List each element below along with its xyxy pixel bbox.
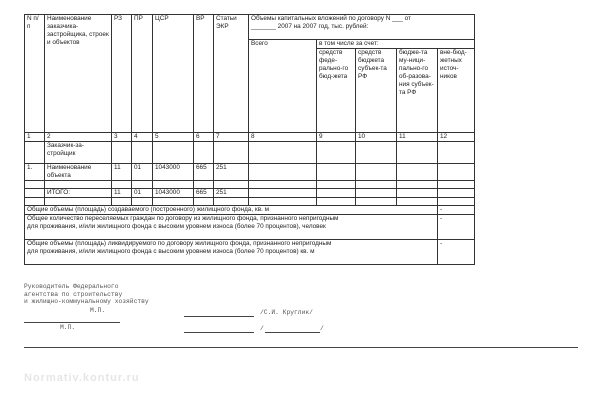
cell-name: Заказчик-за-стройщик xyxy=(45,142,112,164)
col-number: 8 xyxy=(249,133,317,142)
cell-vr xyxy=(194,142,214,164)
cell-n: 1. xyxy=(25,164,45,181)
stamp-label-1: М.П. xyxy=(90,307,106,314)
cell-csr xyxy=(153,142,194,164)
cell-vr xyxy=(194,181,214,189)
header-including: в том числе за счет: xyxy=(317,40,475,49)
col-number: 11 xyxy=(397,133,438,142)
header-regional: средств бюджета субъек-та РФ xyxy=(356,49,397,133)
summary-row xyxy=(25,206,475,215)
summary-value: - xyxy=(438,206,475,215)
cell-rz: 11 xyxy=(112,164,132,181)
cell-name xyxy=(45,181,112,189)
signature-line-2 xyxy=(184,332,254,333)
cell-name: ИТОГО: xyxy=(45,189,112,198)
signatory-name-2-close: / xyxy=(320,325,324,332)
table-row xyxy=(25,198,475,206)
cell-pr xyxy=(132,142,153,164)
summary-row xyxy=(25,240,475,265)
page-divider xyxy=(24,347,578,348)
cell-csr: 1043000 xyxy=(153,189,194,198)
name-line-2 xyxy=(265,332,320,333)
cell-rz xyxy=(112,198,132,206)
header-federal: средств феде-рально-го бюд-жета xyxy=(317,49,356,133)
investment-table xyxy=(24,14,475,265)
header-vr: ВР xyxy=(194,15,214,133)
summary-value: - xyxy=(438,240,475,265)
cell-ekr xyxy=(214,142,249,164)
cell-rz: 11 xyxy=(112,189,132,198)
signatory-line-2 xyxy=(24,322,120,323)
stamp-label-2: М.П. xyxy=(60,324,76,331)
table-row xyxy=(25,164,475,181)
cell-csr: 1043000 xyxy=(153,164,194,181)
col-number: 9 xyxy=(317,133,356,142)
signatory-name-2-open: / xyxy=(260,325,264,332)
header-pr: ПР xyxy=(132,15,153,133)
cell-vr: 665 xyxy=(194,189,214,198)
cell-rz xyxy=(112,181,132,189)
cell-ekr: 251 xyxy=(214,164,249,181)
cell-csr xyxy=(153,198,194,206)
summary-value: - xyxy=(438,215,475,240)
table-row xyxy=(25,142,475,164)
cell-ekr xyxy=(214,181,249,189)
cell-name: Наименование объекта xyxy=(45,164,112,181)
signatory-title: Руководитель Федерального агентства по строительству и жилищно-коммунальному хозяйству xyxy=(24,283,149,305)
cell-n xyxy=(25,142,45,164)
table-row xyxy=(25,189,475,198)
cell-pr xyxy=(132,181,153,189)
signature-line-1 xyxy=(184,316,254,317)
col-number: 4 xyxy=(132,133,153,142)
header-name: Наименование заказчика-застройщика, строек и объектов xyxy=(45,15,112,133)
summary-label: Общие объемы (площадь) создаваемого (построенного) жилищного фонда, кв. м xyxy=(25,206,438,215)
header-municipal: бюдже-та му-ници-пально-го об-разова-ния субъек-та РФ xyxy=(397,49,438,133)
cell-vr xyxy=(194,198,214,206)
cell-pr xyxy=(132,198,153,206)
cell-n xyxy=(25,198,45,206)
cell-name xyxy=(45,198,112,206)
col-number: 6 xyxy=(194,133,214,142)
header-n: N п/п xyxy=(25,15,45,133)
cell-ekr xyxy=(214,198,249,206)
header-total: Всего xyxy=(249,40,317,133)
col-number: 7 xyxy=(214,133,249,142)
cell-pr: 01 xyxy=(132,164,153,181)
header-rz: РЗ xyxy=(112,15,132,133)
col-number: 1 xyxy=(25,133,45,142)
col-number: 2 xyxy=(45,133,112,142)
table-row xyxy=(25,181,475,189)
watermark: Normativ.kontur.ru xyxy=(24,372,140,384)
cell-n xyxy=(25,181,45,189)
header-ekr: Статьи ЭКР xyxy=(214,15,249,133)
column-number-row xyxy=(25,133,475,142)
cell-ekr: 251 xyxy=(214,189,249,198)
summary-label: Общее количество переселяемых граждан по договору из жилищного фонда, признанного непригодным для проживания, и/или жилищного фонда с высоким уровнем износа (более 70 процентов), человек xyxy=(25,215,438,240)
col-number: 3 xyxy=(112,133,132,142)
summary-row xyxy=(25,215,475,240)
header-volumes: Объемы капитальных вложений по договору N ___ от _______ 2007 на 2007 год, тыс. рублей: xyxy=(249,15,475,40)
col-number: 5 xyxy=(153,133,194,142)
cell-rz xyxy=(112,142,132,164)
cell-vr: 665 xyxy=(194,164,214,181)
signatory-name-1: /С.И. Круглик/ xyxy=(260,309,313,316)
header-extrabudget: вне-бюд-жетных источ-ников xyxy=(438,49,475,133)
cell-pr: 01 xyxy=(132,189,153,198)
summary-label: Общие объемы (площадь) ликвидируемого по договору жилищного фонда, признанного непригодным для проживания, и/или жилищного фонда с высоким уровнем износа (более 70 процентов) кв. м xyxy=(25,240,438,265)
header-csr: ЦСР xyxy=(153,15,194,133)
col-number: 10 xyxy=(356,133,397,142)
cell-csr xyxy=(153,181,194,189)
col-number: 12 xyxy=(438,133,475,142)
cell-n xyxy=(25,189,45,198)
